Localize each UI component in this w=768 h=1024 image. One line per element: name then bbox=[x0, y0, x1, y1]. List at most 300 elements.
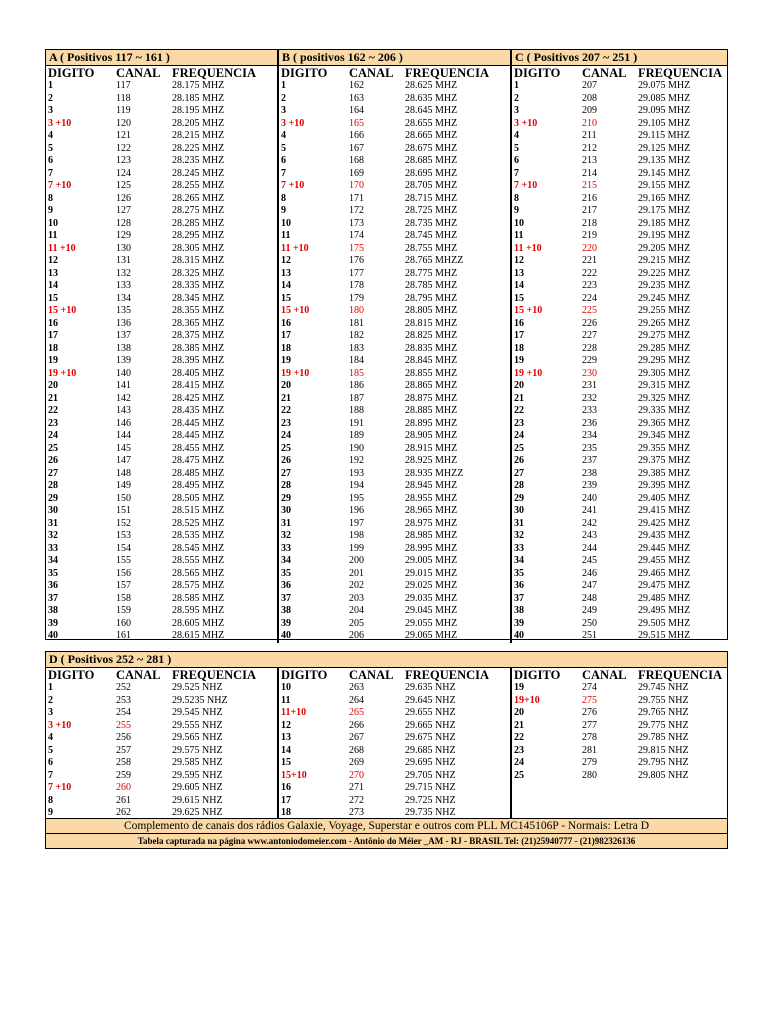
frequency-cell: 28.875 MHZ bbox=[405, 392, 458, 404]
table-row bbox=[46, 682, 277, 695]
digit-cell: 1 bbox=[514, 80, 519, 91]
digit-cell: 14 bbox=[48, 280, 58, 291]
digit-cell: 3 +10 bbox=[48, 117, 72, 129]
digit-cell: 21 bbox=[514, 392, 524, 404]
channel-cell: 234 bbox=[582, 430, 597, 441]
channel-cell: 229 bbox=[582, 355, 597, 366]
column-header-digito: DIGITO bbox=[281, 66, 328, 80]
frequency-cell: 28.665 MHZ bbox=[405, 130, 458, 141]
digit-cell: 6 bbox=[514, 155, 519, 166]
frequency-cell: 29.705 NHZ bbox=[405, 769, 456, 781]
frequency-cell: 29.765 NHZ bbox=[638, 707, 689, 718]
frequency-cell: 29.505 MHZ bbox=[638, 617, 691, 629]
frequency-cell: 29.035 MHZ bbox=[405, 592, 458, 604]
digit-cell: 6 bbox=[48, 155, 53, 166]
digit-cell: 23 bbox=[514, 417, 524, 429]
footer-note: Complemento de canais dos rádios Galaxie, Voyage, Superstar e outros com PLL MC145106P - Normais: Letra D bbox=[46, 818, 727, 833]
channel-cell: 188 bbox=[349, 405, 364, 416]
channel-cell: 135 bbox=[116, 305, 131, 316]
frequency-cell: 29.395 MHZ bbox=[638, 480, 691, 491]
frequency-cell: 28.335 MHZ bbox=[172, 280, 225, 291]
table-row bbox=[279, 443, 510, 456]
channel-cell: 272 bbox=[349, 794, 364, 806]
digit-cell: 4 bbox=[48, 732, 53, 743]
table-row bbox=[46, 318, 277, 331]
frequency-cell: 29.165 MHZ bbox=[638, 192, 691, 204]
frequency-cell: 29.615 NHZ bbox=[172, 794, 223, 806]
frequency-cell: 28.535 MHZ bbox=[172, 530, 225, 541]
channel-cell: 269 bbox=[349, 757, 364, 768]
table-row bbox=[512, 255, 727, 268]
table-row bbox=[512, 707, 727, 720]
frequency-cell: 29.815 NHZ bbox=[638, 744, 689, 756]
digit-cell: 36 bbox=[281, 580, 291, 591]
column-header-digito: DIGITO bbox=[514, 668, 561, 682]
table-row bbox=[279, 795, 510, 808]
channel-cell: 278 bbox=[582, 732, 597, 743]
digit-cell: 7 bbox=[48, 769, 53, 781]
channel-cell: 252 bbox=[116, 682, 131, 693]
digit-cell: 25 bbox=[281, 442, 291, 454]
channel-cell: 212 bbox=[582, 142, 597, 154]
digit-cell: 12 bbox=[514, 255, 524, 266]
frequency-cell: 29.125 MHZ bbox=[638, 142, 691, 154]
frequency-cell: 29.515 MHZ bbox=[638, 630, 691, 641]
channel-cell: 117 bbox=[116, 80, 131, 91]
table-row bbox=[46, 105, 277, 118]
frequency-cell: 28.935 MHZZ bbox=[405, 467, 464, 479]
table-row bbox=[512, 205, 727, 218]
digit-cell: 28 bbox=[514, 480, 524, 491]
table-row bbox=[279, 293, 510, 306]
digit-cell: 35 bbox=[48, 567, 58, 579]
channel-cell: 149 bbox=[116, 480, 131, 491]
table-header-row bbox=[46, 652, 727, 668]
frequency-cell: 29.745 NHZ bbox=[638, 682, 689, 693]
column-header-row bbox=[279, 668, 510, 682]
digit-cell: 26 bbox=[281, 455, 291, 466]
channel-cell: 127 bbox=[116, 205, 131, 216]
channel-cell: 168 bbox=[349, 155, 364, 166]
channel-cell: 221 bbox=[582, 255, 597, 266]
channel-cell: 141 bbox=[116, 380, 131, 391]
frequency-cell: 29.645 NHZ bbox=[405, 694, 456, 706]
table-header-row bbox=[46, 50, 727, 66]
channel-cell: 193 bbox=[349, 467, 364, 479]
channel-cell: 136 bbox=[116, 317, 131, 329]
table-row bbox=[46, 343, 277, 356]
channel-cell: 181 bbox=[349, 317, 364, 329]
table-row bbox=[512, 543, 727, 556]
digit-cell: 5 bbox=[281, 142, 286, 154]
table-row bbox=[46, 193, 277, 206]
digit-cell: 20 bbox=[48, 380, 58, 391]
frequency-cell: 29.675 NHZ bbox=[405, 732, 456, 743]
channel-cell: 145 bbox=[116, 442, 131, 454]
digit-cell: 16 bbox=[281, 782, 291, 793]
table-row bbox=[512, 118, 727, 131]
table-row bbox=[512, 630, 727, 643]
frequency-cell: 28.945 MHZ bbox=[405, 480, 458, 491]
channel-cell: 163 bbox=[349, 92, 364, 104]
column-header-row bbox=[46, 668, 277, 682]
channel-cell: 248 bbox=[582, 592, 597, 604]
channel-cell: 170 bbox=[349, 180, 364, 191]
frequency-cell: 28.545 MHZ bbox=[172, 542, 225, 554]
channel-cell: 184 bbox=[349, 355, 364, 366]
frequency-cell: 28.605 MHZ bbox=[172, 617, 225, 629]
channel-cell: 124 bbox=[116, 167, 131, 179]
frequency-cell: 28.595 MHZ bbox=[172, 605, 225, 616]
digit-cell: 19 bbox=[281, 355, 291, 366]
frequency-cell: 29.135 MHZ bbox=[638, 155, 691, 166]
column-header-frequencia: FREQUENCIA bbox=[405, 668, 490, 682]
channel-cell: 204 bbox=[349, 605, 364, 616]
table-row bbox=[46, 280, 277, 293]
frequency-cell: 29.665 NHZ bbox=[405, 719, 456, 731]
channel-cell: 236 bbox=[582, 417, 597, 429]
channel-cell: 150 bbox=[116, 492, 131, 504]
frequency-cell: 29.365 MHZ bbox=[638, 417, 691, 429]
channel-cell: 192 bbox=[349, 455, 364, 466]
digit-cell: 38 bbox=[514, 605, 524, 616]
channel-cell: 211 bbox=[582, 130, 597, 141]
channel-cell: 259 bbox=[116, 769, 131, 781]
digit-cell: 9 bbox=[281, 205, 286, 216]
table-row bbox=[512, 505, 727, 518]
frequency-cell: 28.905 MHZ bbox=[405, 430, 458, 441]
digit-cell: 19 +10 bbox=[48, 367, 77, 379]
frequency-cell: 28.715 MHZ bbox=[405, 192, 458, 204]
frequency-cell: 29.385 MHZ bbox=[638, 467, 691, 479]
column-header-row bbox=[279, 66, 510, 80]
channel-cell: 125 bbox=[116, 180, 131, 191]
frequency-cell: 29.115 MHZ bbox=[638, 130, 690, 141]
digit-cell: 39 bbox=[48, 617, 58, 629]
channel-cell: 190 bbox=[349, 442, 364, 454]
frequency-cell: 29.355 MHZ bbox=[638, 442, 691, 454]
channel-cell: 245 bbox=[582, 555, 597, 566]
table-row bbox=[512, 555, 727, 568]
channel-cell: 158 bbox=[116, 592, 131, 604]
section-c bbox=[512, 66, 727, 643]
table-row bbox=[46, 418, 277, 431]
table-row bbox=[279, 757, 510, 770]
table-row bbox=[279, 93, 510, 106]
section-d-part-2 bbox=[279, 668, 512, 818]
channel-cell: 214 bbox=[582, 167, 597, 179]
digit-cell: 17 bbox=[514, 330, 524, 341]
table-row bbox=[279, 630, 510, 643]
frequency-cell: 28.965 MHZ bbox=[405, 505, 458, 516]
frequency-cell: 28.405 MHZ bbox=[172, 367, 225, 379]
channel-cell: 253 bbox=[116, 694, 131, 706]
table-row bbox=[279, 468, 510, 481]
table-row bbox=[46, 468, 277, 481]
digit-cell: 17 bbox=[48, 330, 58, 341]
table-row bbox=[279, 430, 510, 443]
table-row bbox=[512, 305, 727, 318]
table-row bbox=[46, 155, 277, 168]
digit-cell: 38 bbox=[281, 605, 291, 616]
table-row bbox=[46, 605, 277, 618]
frequency-cell: 29.155 MHZ bbox=[638, 180, 691, 191]
table-row bbox=[279, 130, 510, 143]
channel-cell: 226 bbox=[582, 317, 597, 329]
channel-cell: 183 bbox=[349, 342, 364, 354]
frequency-cell: 29.475 MHZ bbox=[638, 580, 691, 591]
table-row bbox=[46, 305, 277, 318]
frequency-cell: 29.755 NHZ bbox=[638, 694, 689, 706]
section-d-part-3 bbox=[512, 668, 727, 782]
frequency-cell: 28.455 MHZ bbox=[172, 442, 225, 454]
channel-cell: 186 bbox=[349, 380, 364, 391]
channel-cell: 246 bbox=[582, 567, 597, 579]
table-row bbox=[279, 343, 510, 356]
channel-cell: 139 bbox=[116, 355, 131, 366]
section-b-title: B ( positivos 162 ~ 206 ) bbox=[279, 50, 512, 66]
frequency-cell: 28.175 MHZ bbox=[172, 80, 225, 91]
frequency-cell: 29.145 MHZ bbox=[638, 167, 691, 179]
digit-cell: 15 bbox=[514, 292, 524, 304]
channel-cell: 264 bbox=[349, 694, 364, 706]
frequency-cell: 28.655 MHZ bbox=[405, 117, 458, 129]
frequency-cell: 28.245 MHZ bbox=[172, 167, 225, 179]
channel-cell: 171 bbox=[349, 192, 364, 204]
digit-cell: 13 bbox=[48, 267, 58, 279]
digit-cell: 14 bbox=[281, 744, 291, 756]
table-row bbox=[279, 720, 510, 733]
table-row bbox=[279, 493, 510, 506]
frequency-cell: 28.895 MHZ bbox=[405, 417, 458, 429]
channel-cell: 195 bbox=[349, 492, 364, 504]
channel-cell: 140 bbox=[116, 367, 131, 379]
frequency-cell: 29.185 MHZ bbox=[638, 217, 691, 229]
table-row bbox=[512, 180, 727, 193]
column-header-canal: CANAL bbox=[582, 668, 627, 682]
channel-cell: 155 bbox=[116, 555, 131, 566]
channel-cell: 263 bbox=[349, 682, 364, 693]
digit-cell: 31 bbox=[281, 517, 291, 529]
digit-cell: 29 bbox=[514, 492, 524, 504]
table-row bbox=[279, 695, 510, 708]
digit-cell: 24 bbox=[48, 430, 58, 441]
table-row bbox=[512, 105, 727, 118]
frequency-cell: 28.855 MHZ bbox=[405, 367, 458, 379]
frequency-cell: 29.635 NHZ bbox=[405, 682, 456, 693]
digit-cell: 3 bbox=[514, 105, 519, 116]
table-row bbox=[46, 455, 277, 468]
channel-cell: 131 bbox=[116, 255, 131, 266]
column-header-digito: DIGITO bbox=[48, 66, 95, 80]
table-row bbox=[279, 405, 510, 418]
channel-cell: 200 bbox=[349, 555, 364, 566]
digit-cell: 4 bbox=[281, 130, 286, 141]
frequency-cell: 28.415 MHZ bbox=[172, 380, 225, 391]
channel-table-d bbox=[45, 651, 728, 849]
digit-cell: 18 bbox=[48, 342, 58, 354]
digit-cell: 7 +10 bbox=[281, 180, 305, 191]
table-row bbox=[46, 530, 277, 543]
channel-cell: 174 bbox=[349, 230, 364, 241]
digit-cell: 23 bbox=[514, 744, 524, 756]
table-row bbox=[512, 143, 727, 156]
column-header-digito: DIGITO bbox=[281, 668, 328, 682]
digit-cell: 26 bbox=[48, 455, 58, 466]
table-row bbox=[279, 732, 510, 745]
table-row bbox=[279, 393, 510, 406]
frequency-cell: 29.285 MHZ bbox=[638, 342, 691, 354]
digit-cell: 19+10 bbox=[514, 694, 540, 706]
table-row bbox=[279, 193, 510, 206]
frequency-cell: 29.595 NHZ bbox=[172, 769, 223, 781]
channel-cell: 197 bbox=[349, 517, 364, 529]
frequency-cell: 28.225 MHZ bbox=[172, 142, 225, 154]
frequency-cell: 29.775 NHZ bbox=[638, 719, 689, 731]
table-row bbox=[46, 368, 277, 381]
table-row bbox=[279, 243, 510, 256]
channel-cell: 151 bbox=[116, 505, 131, 516]
channel-table-abc bbox=[45, 49, 728, 640]
column-header-frequencia: FREQUENCIA bbox=[405, 66, 490, 80]
digit-cell: 19 +10 bbox=[281, 367, 310, 379]
frequency-cell: 28.185 MHZ bbox=[172, 92, 225, 104]
table-row bbox=[279, 230, 510, 243]
frequency-cell: 28.215 MHZ bbox=[172, 130, 225, 141]
channel-cell: 159 bbox=[116, 605, 131, 616]
frequency-cell: 28.975 MHZ bbox=[405, 517, 458, 529]
table-row bbox=[279, 318, 510, 331]
frequency-cell: 28.275 MHZ bbox=[172, 205, 225, 216]
frequency-cell: 29.315 MHZ bbox=[638, 380, 691, 391]
channel-cell: 232 bbox=[582, 392, 597, 404]
channel-cell: 247 bbox=[582, 580, 597, 591]
table-row bbox=[279, 555, 510, 568]
table-row bbox=[279, 168, 510, 181]
table-row bbox=[46, 330, 277, 343]
digit-cell: 18 bbox=[514, 342, 524, 354]
frequency-cell: 28.685 MHZ bbox=[405, 155, 458, 166]
channel-cell: 176 bbox=[349, 255, 364, 266]
channel-cell: 281 bbox=[582, 744, 597, 756]
channel-cell: 210 bbox=[582, 117, 597, 129]
table-row bbox=[279, 505, 510, 518]
channel-cell: 152 bbox=[116, 517, 131, 529]
section-b bbox=[279, 66, 512, 643]
channel-cell: 146 bbox=[116, 417, 131, 429]
channel-cell: 260 bbox=[116, 782, 131, 793]
frequency-cell: 29.205 MHZ bbox=[638, 242, 691, 254]
channel-cell: 209 bbox=[582, 105, 597, 116]
digit-cell: 39 bbox=[281, 617, 291, 629]
table-row bbox=[512, 368, 727, 381]
table-row bbox=[512, 155, 727, 168]
channel-cell: 166 bbox=[349, 130, 364, 141]
channel-cell: 208 bbox=[582, 92, 597, 104]
digit-cell: 23 bbox=[281, 417, 291, 429]
table-row bbox=[46, 518, 277, 531]
table-row bbox=[46, 218, 277, 231]
frequency-cell: 28.585 MHZ bbox=[172, 592, 225, 604]
channel-cell: 202 bbox=[349, 580, 364, 591]
frequency-cell: 28.295 MHZ bbox=[172, 230, 225, 241]
table-row bbox=[512, 393, 727, 406]
frequency-cell: 29.215 MHZ bbox=[638, 255, 691, 266]
frequency-cell: 29.195 MHZ bbox=[638, 230, 691, 241]
digit-cell: 24 bbox=[514, 757, 524, 768]
channel-cell: 154 bbox=[116, 542, 131, 554]
channel-cell: 167 bbox=[349, 142, 364, 154]
digit-cell: 37 bbox=[514, 592, 524, 604]
digit-cell: 28 bbox=[48, 480, 58, 491]
table-row bbox=[512, 343, 727, 356]
digit-cell: 22 bbox=[48, 405, 58, 416]
channel-cell: 277 bbox=[582, 719, 597, 731]
digit-cell: 34 bbox=[514, 555, 524, 566]
table-row bbox=[512, 695, 727, 708]
section-a bbox=[46, 66, 279, 643]
table-row bbox=[279, 782, 510, 795]
table-row bbox=[279, 205, 510, 218]
channel-cell: 251 bbox=[582, 630, 597, 641]
frequency-cell: 29.625 NHZ bbox=[172, 807, 223, 818]
digit-cell: 11 +10 bbox=[281, 242, 309, 254]
digit-cell: 33 bbox=[48, 542, 58, 554]
frequency-cell: 29.045 MHZ bbox=[405, 605, 458, 616]
frequency-cell: 29.005 MHZ bbox=[405, 555, 458, 566]
table-row bbox=[279, 605, 510, 618]
channel-cell: 160 bbox=[116, 617, 131, 629]
table-row bbox=[512, 518, 727, 531]
digit-cell: 3 +10 bbox=[281, 117, 305, 129]
frequency-cell: 29.795 NHZ bbox=[638, 757, 689, 768]
digit-cell: 36 bbox=[48, 580, 58, 591]
channel-cell: 196 bbox=[349, 505, 364, 516]
channel-cell: 250 bbox=[582, 617, 597, 629]
table-row bbox=[512, 493, 727, 506]
table-row bbox=[46, 770, 277, 783]
channel-cell: 271 bbox=[349, 782, 364, 793]
channel-cell: 120 bbox=[116, 117, 131, 129]
digit-cell: 38 bbox=[48, 605, 58, 616]
digit-cell: 31 bbox=[514, 517, 524, 529]
channel-cell: 185 bbox=[349, 367, 364, 379]
table-row bbox=[46, 720, 277, 733]
digit-cell: 16 bbox=[48, 317, 58, 329]
digit-cell: 19 bbox=[48, 355, 58, 366]
frequency-cell: 29.015 MHZ bbox=[405, 567, 458, 579]
channel-cell: 129 bbox=[116, 230, 131, 241]
digit-cell: 30 bbox=[281, 505, 291, 516]
channel-cell: 279 bbox=[582, 757, 597, 768]
digit-cell: 36 bbox=[514, 580, 524, 591]
channel-cell: 142 bbox=[116, 392, 131, 404]
channel-cell: 165 bbox=[349, 117, 364, 129]
channel-cell: 138 bbox=[116, 342, 131, 354]
frequency-cell: 28.565 MHZ bbox=[172, 567, 225, 579]
digit-cell: 20 bbox=[514, 380, 524, 391]
channel-cell: 175 bbox=[349, 242, 364, 254]
digit-cell: 21 bbox=[281, 392, 291, 404]
table-row bbox=[46, 168, 277, 181]
frequency-cell: 29.605 NHZ bbox=[172, 782, 223, 793]
table-row bbox=[512, 468, 727, 481]
table-row bbox=[46, 143, 277, 156]
digit-cell: 19 +10 bbox=[514, 367, 543, 379]
table-row bbox=[512, 605, 727, 618]
table-row bbox=[512, 430, 727, 443]
frequency-cell: 29.585 NHZ bbox=[172, 757, 223, 768]
